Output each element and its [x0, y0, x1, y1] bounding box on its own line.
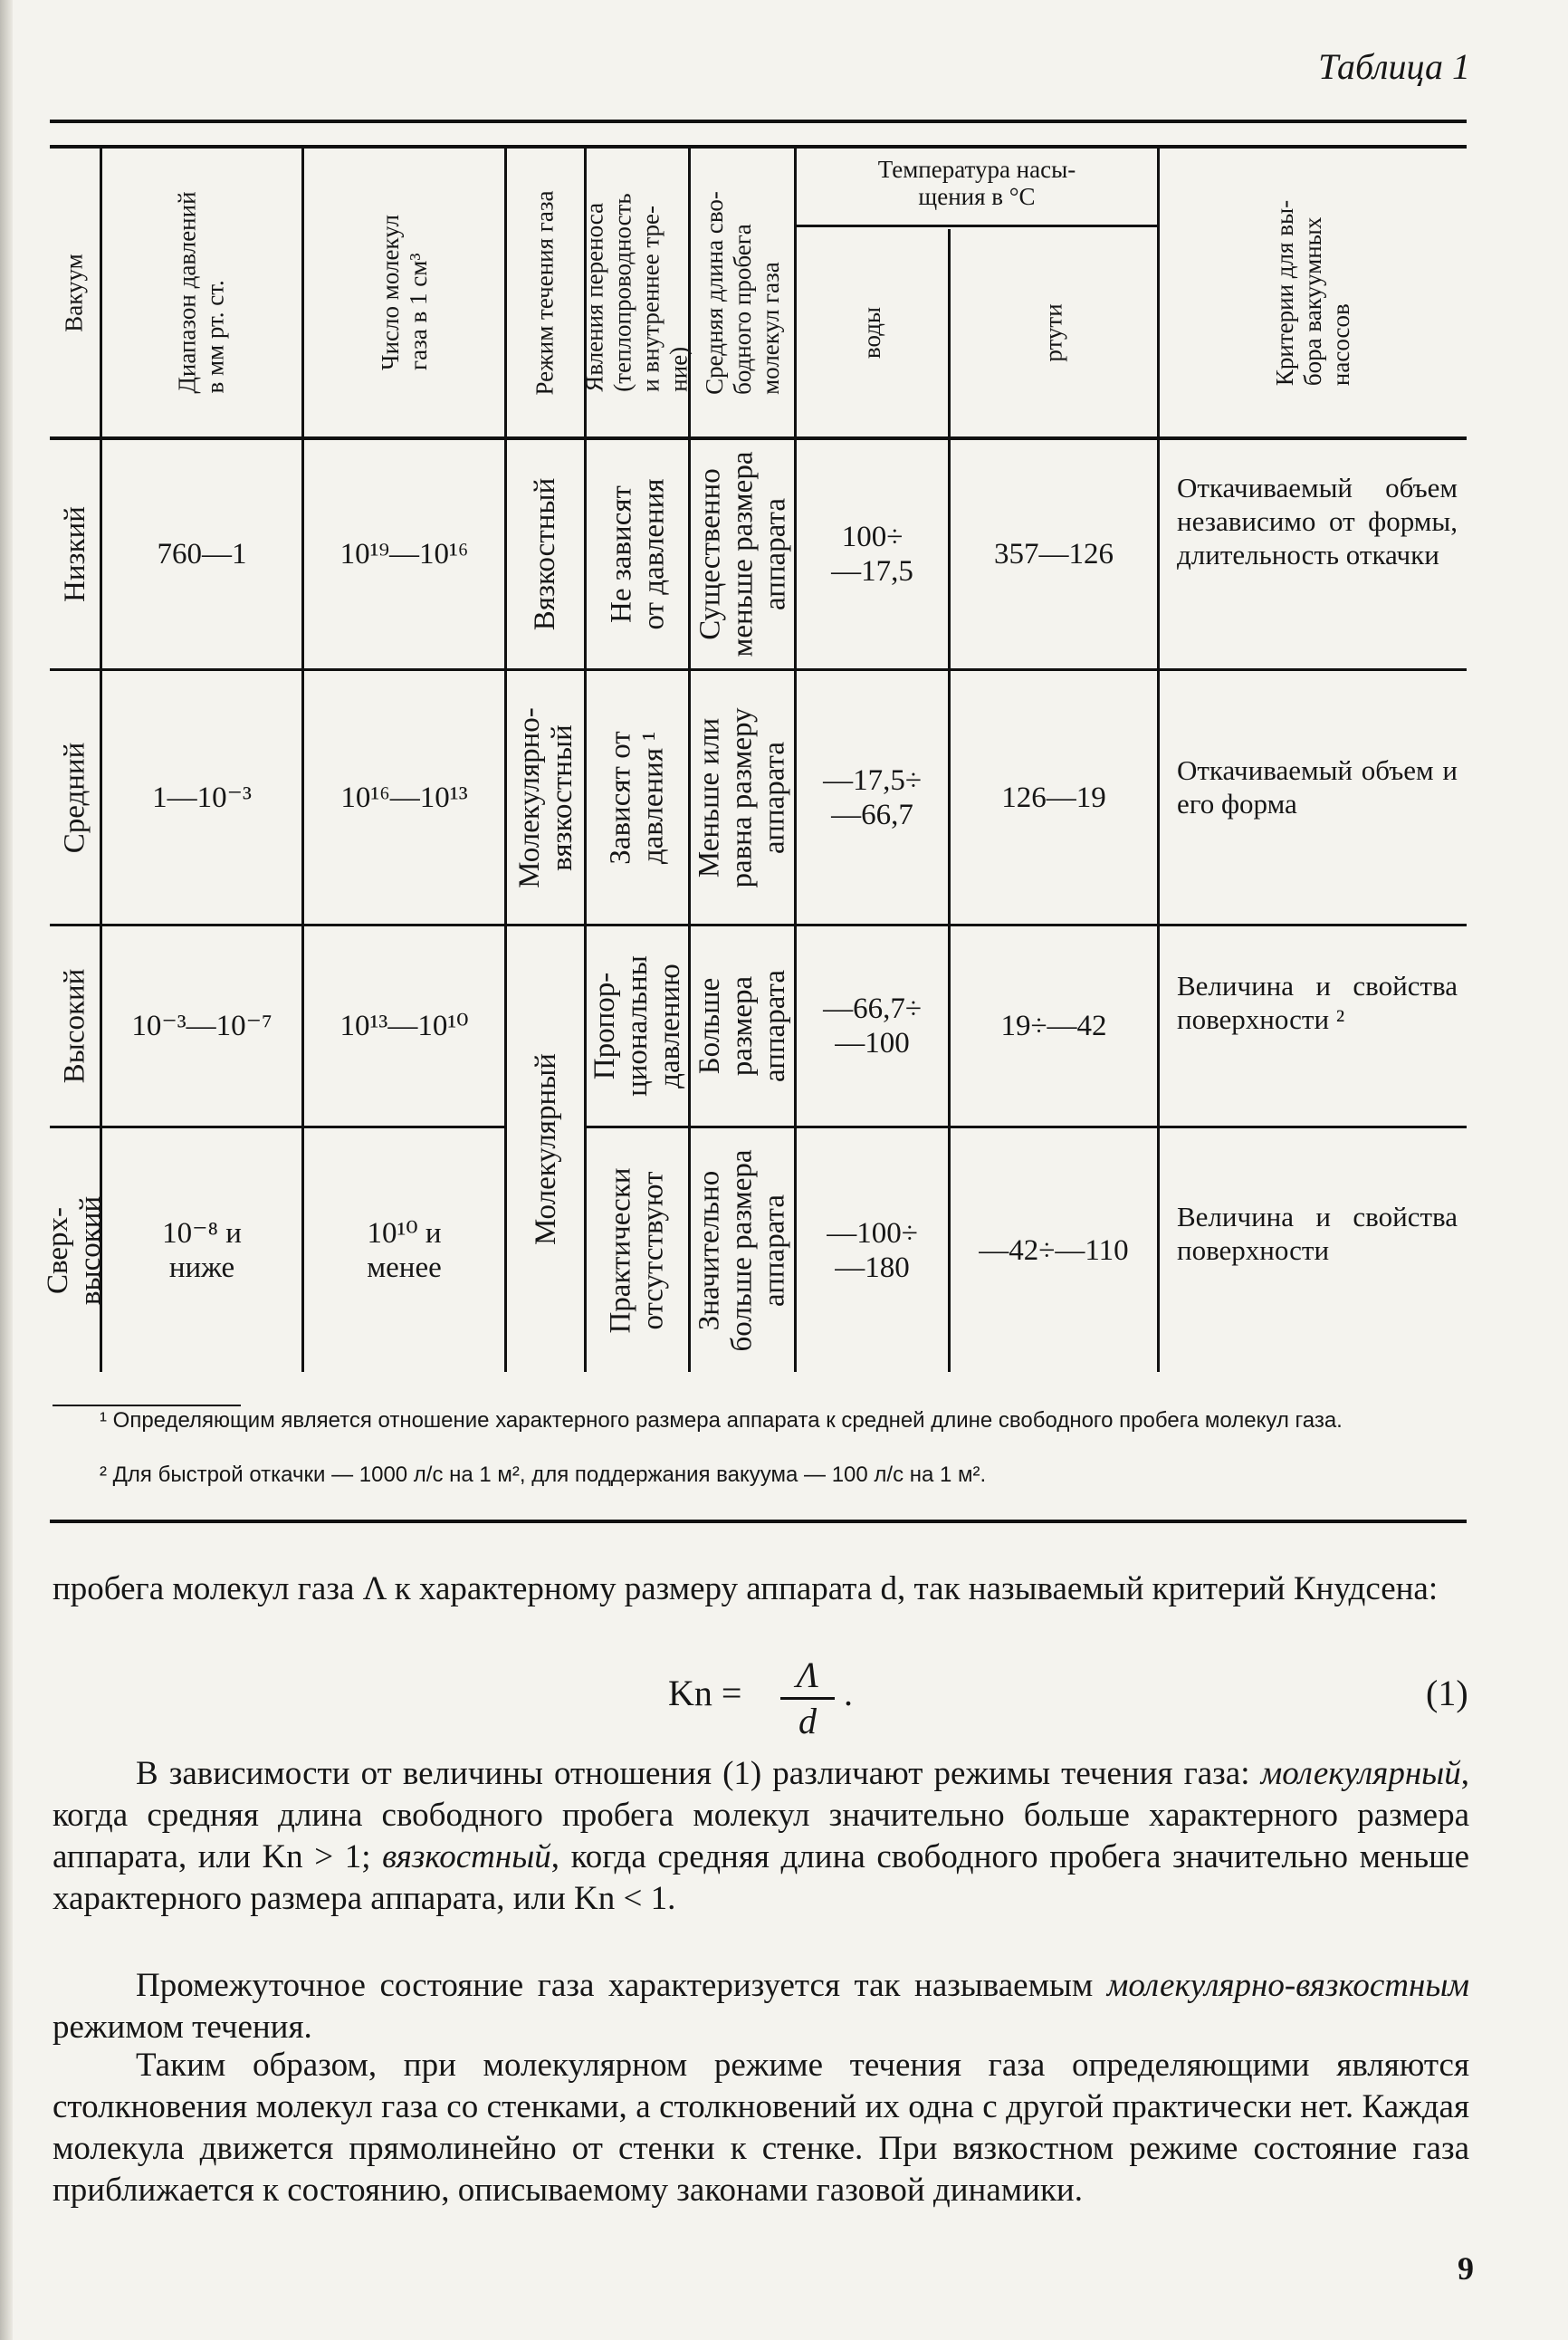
row-vacuum: Низкий [58, 506, 91, 602]
row-criteria: Откачиваемый объем и его форма [1177, 754, 1458, 820]
footnote-rule [53, 1405, 241, 1406]
row-mercury: 357—126 [994, 538, 1114, 571]
footnote-bottom-rule [50, 1520, 1467, 1523]
row-mercury: 126—19 [1001, 781, 1106, 814]
row-water: —17,5÷ —66,7 [823, 763, 922, 831]
header-transfer: Явления переноса (теплопроводность и внутреннее тре- ние) [581, 193, 693, 392]
row-pressure: 1—10⁻³ [152, 781, 252, 814]
row-water: 100÷ —17,5 [831, 521, 913, 588]
row-path: Больше размера аппарата [693, 970, 792, 1082]
row-pressure: 10⁻³—10⁻⁷ [131, 1010, 272, 1042]
row-water: —66,7÷ —100 [823, 993, 922, 1060]
formula-tail: . [844, 1673, 853, 1713]
header-free-path: Средняя длина сво- бодного пробега молекул газа [700, 190, 784, 395]
footnote-1: ¹ Определяющим является отношение характерного размера аппарата к средней длине свободного пробега молекул газа. [100, 1408, 1343, 1433]
row-mode: Молекулярно- вязкостный [512, 706, 578, 888]
row-mercury: —42÷—110 [979, 1233, 1129, 1267]
row-path: Существенно меньше размера аппарата [693, 451, 792, 657]
row-vacuum: Высокий [58, 968, 91, 1084]
row-path: Значительно больше размера аппарата [693, 1148, 792, 1352]
header-sat-temp: Температура насы- щения в °С [877, 156, 1076, 210]
row-vacuum: Средний [58, 742, 91, 853]
row-criteria: Величина и свойства поверхности ² [1177, 970, 1458, 1035]
formula-numerator: Λ [796, 1654, 819, 1695]
header-mercury: ртути [1039, 302, 1067, 362]
header-criteria: Критерии для вы- бора вакуумных насосов [1271, 199, 1354, 386]
header-pressure-range: Диапазон давлений в мм рт. ст. [174, 191, 229, 394]
paragraph-knudsen-intro: пробега молекул газа Λ к характерному размеру аппарата d, так называемый критерий Кнудсена: [53, 1570, 1439, 1607]
equation-number: (1) [1426, 1673, 1468, 1713]
header-water: воды [857, 306, 885, 359]
row-pressure: 10⁻⁸ и ниже [162, 1216, 242, 1284]
row-molecules: 10¹³—10¹⁰ [339, 1010, 469, 1042]
row-criteria: Откачиваемый объем независимо от формы, длительность откачки [1177, 472, 1458, 571]
row-path: Меньше или равна размеру аппарата [693, 706, 792, 888]
table-label: Таблица 1 [1318, 46, 1470, 87]
row-molecules: 10¹⁰ и менее [367, 1216, 442, 1284]
row-transfer: Зависят от давления ¹ [605, 730, 670, 865]
footnote-2: ² Для быстрой откачки — 1000 л/с на 1 м², для поддержания вакуума — 100 л/с на 1 м². [100, 1462, 987, 1487]
row-mode: Вязкостный [529, 477, 562, 631]
row-transfer: Пропор- циональны давлению [588, 955, 686, 1097]
row-water: —100÷ —180 [827, 1216, 918, 1284]
paragraph-intermediate: Промежуточное состояние газа характеризуется так называемым молекулярно-вязкостным режимом течения. [53, 1967, 1469, 2046]
header-molecule-count: Число молекул газа в 1 см³ [376, 215, 432, 370]
row-vacuum: Сверх- высокий [42, 1195, 108, 1305]
top-rule [50, 120, 1467, 123]
formula-lhs: Kn = [668, 1673, 742, 1713]
header-flow-mode: Режим течения газа [531, 189, 559, 396]
row-pressure: 760—1 [157, 538, 247, 571]
paragraph-molecular: Таким образом, при молекулярном режиме течения газа определяющими являются столкновения молекул газа со стенками, а столкновений их одна с другой практически нет. Каждая молекула движется прямолинейно от стенки к стенке. При вязкостном режиме состояние газа приближается к состоянию, описываемому законами газовой динамики. [53, 2047, 1469, 2209]
page-number: 9 [1458, 2250, 1474, 2287]
row-molecules: 10¹⁹—10¹⁶ [339, 538, 469, 571]
fraction-bar [780, 1697, 835, 1700]
page-edge [0, 0, 13, 2340]
row-molecules: 10¹⁶—10¹³ [340, 781, 468, 814]
row-transfer: Практически отсутствуют [605, 1166, 671, 1334]
header-vacuum: Вакуум [61, 253, 88, 332]
knudsen-formula [0, 1654, 1568, 1741]
formula-denominator: d [798, 1701, 817, 1741]
paragraph-flow-modes: В зависимости от величины отношения (1) различают режимы течения газа: молекулярный, когда средняя длина свободного пробега молекул значительно больше характерного размера аппарата, или Kn > 1; вязкостный, когда средняя длина свободного пробега значительно меньше характерного размера аппарата, или Kn < 1. [53, 1755, 1469, 1917]
row-mercury: 19÷—42 [1000, 1010, 1107, 1042]
row-criteria: Величина и свойства поверхности [1177, 1201, 1458, 1266]
formula-fraction [780, 1654, 835, 1741]
row-transfer: Не зависят от давления [605, 478, 670, 630]
molecular-mode-merged: Молекулярный [529, 1053, 562, 1245]
